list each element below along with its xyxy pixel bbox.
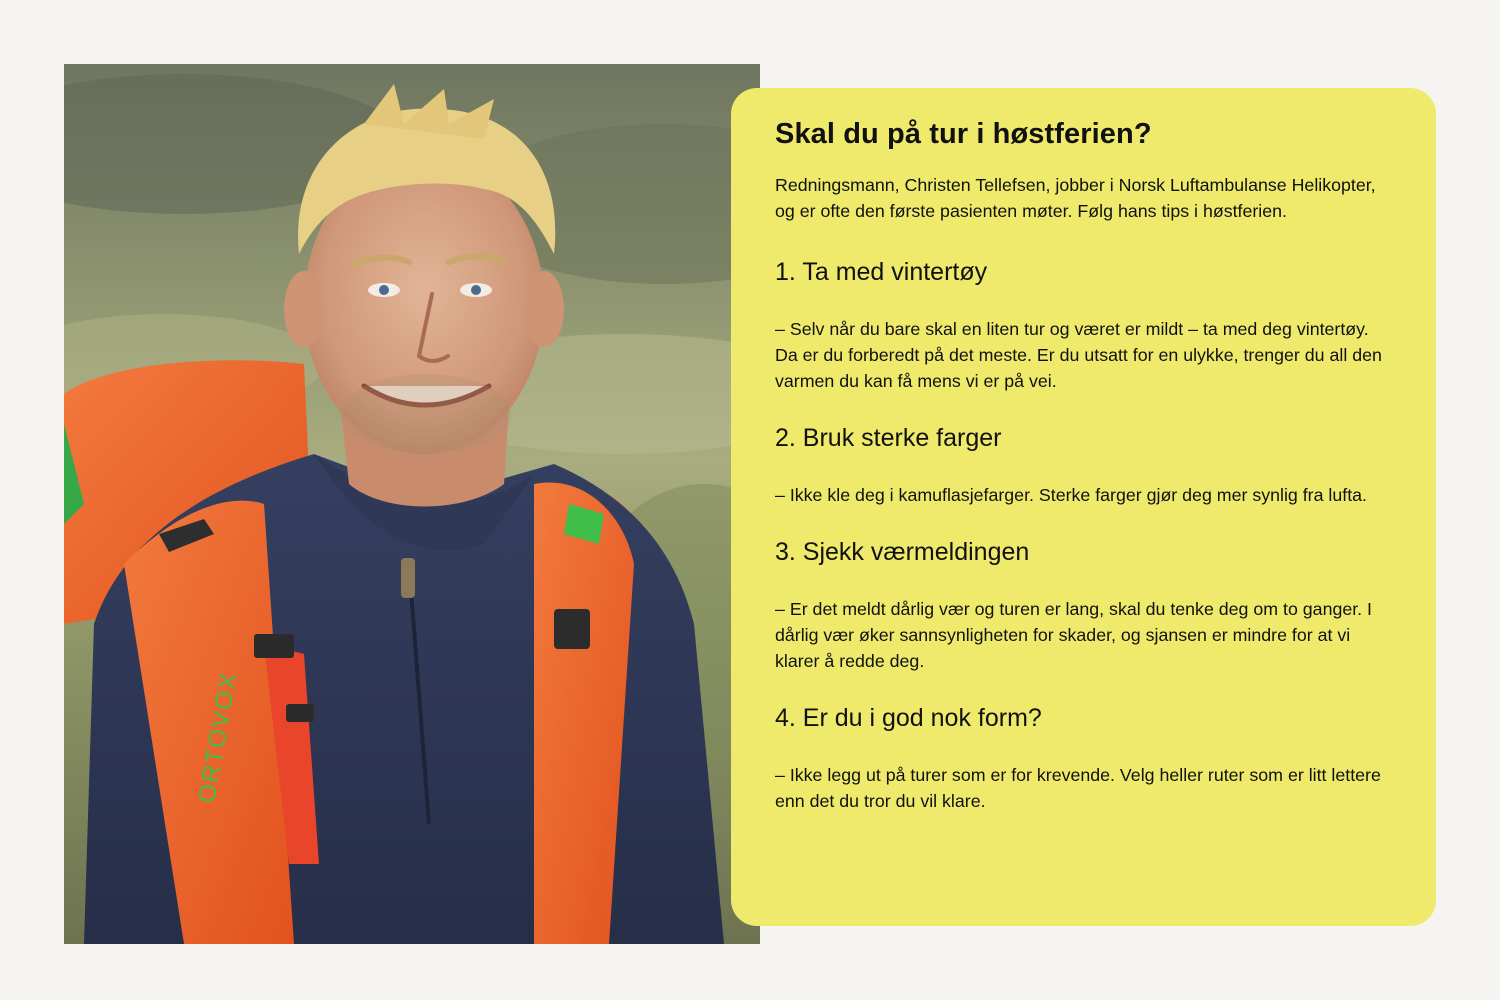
tip-heading: 3. Sjekk værmeldingen (775, 538, 1030, 566)
rescuer-portrait-illustration (64, 64, 760, 944)
tip-4 (775, 702, 1396, 814)
tip-heading: 1. Ta med vintertøy (775, 258, 988, 286)
tip-3 (775, 536, 1396, 674)
card-title: Skal du på tur i høstferien? (775, 118, 1152, 150)
tip-text: – Selv når du bare skal en liten tur og været er mildt – ta med deg vintertøy. Da er du forberedt på det meste. Er du utsatt for en ulykke, trenger du all den varmen du kan få mens vi er på vei. (775, 319, 1382, 391)
backpack-brand-label: ORTOVOX (193, 669, 244, 806)
tips-card (731, 88, 1436, 926)
tip-text: – Ikke kle deg i kamuflasjefarger. Sterke farger gjør deg mer synlig fra lufta. (775, 485, 1367, 505)
tip-1 (775, 256, 1396, 394)
tip-text: – Er det meldt dårlig vær og turen er lang, skal du tenke deg om to ganger. I dårlig vær øker sannsynligheten for skader, og sjansen er mindre for at vi klarer å redde deg. (775, 599, 1372, 671)
tip-2 (775, 422, 1396, 508)
rescuer-photo (64, 64, 760, 944)
card-intro: Redningsmann, Christen Tellefsen, jobber i Norsk Luftambulanse Helikopter, og er ofte den første pasienten møter. Følg hans tips i høstferien. (775, 175, 1376, 221)
tip-text: – Ikke legg ut på turer som er for krevende. Velg heller ruter som er litt lettere enn det du tror du vil klare. (775, 765, 1381, 811)
tip-heading: 2. Bruk sterke farger (775, 424, 1002, 452)
tip-heading: 4. Er du i god nok form? (775, 704, 1042, 732)
